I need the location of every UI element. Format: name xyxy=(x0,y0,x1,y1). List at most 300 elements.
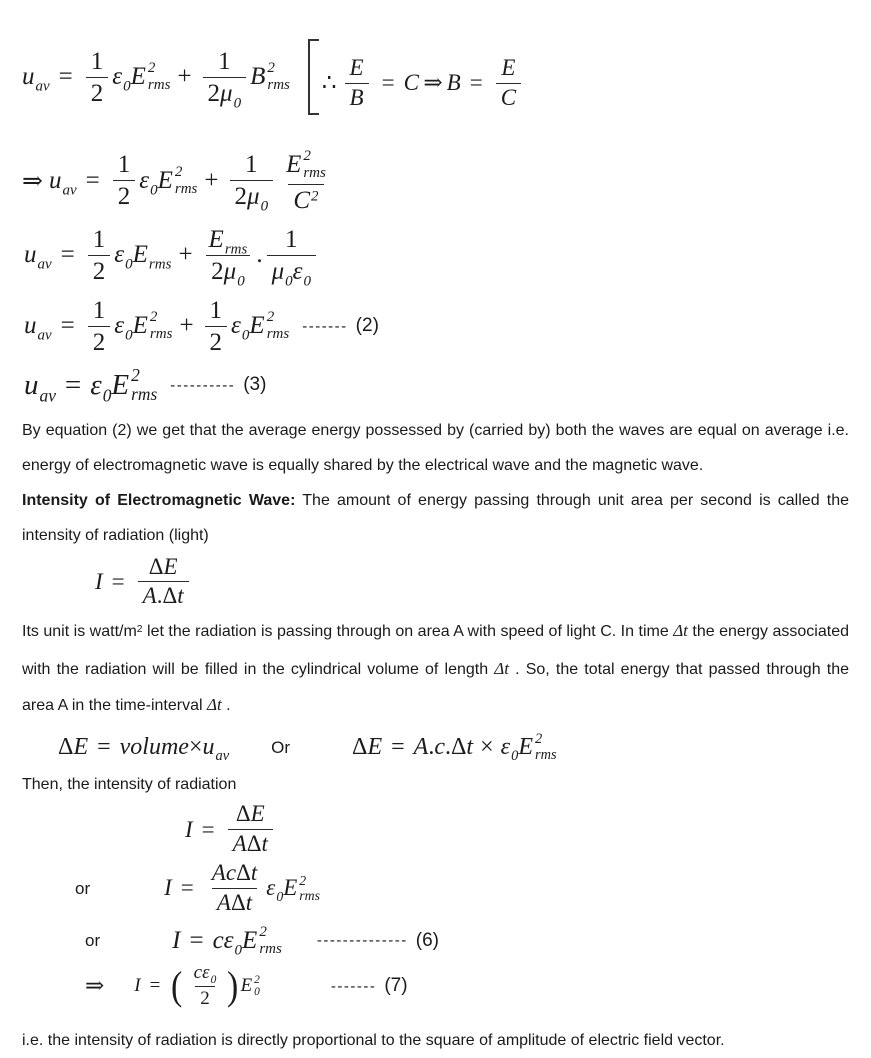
math-subscript: 0 xyxy=(241,327,250,344)
math-relation: = xyxy=(469,70,483,95)
math-fraction xyxy=(267,225,316,289)
fraction-numerator xyxy=(281,148,331,184)
math-base: ε xyxy=(223,926,234,954)
math-subscript: rms xyxy=(224,240,248,257)
math-variable: I xyxy=(172,926,181,954)
equation-block-2 xyxy=(24,297,849,356)
note-eq-B-equals-E-over-C xyxy=(423,56,525,111)
math-subscript: 0 xyxy=(125,256,133,273)
math-base: u xyxy=(22,63,35,90)
math-variable: E xyxy=(367,733,383,760)
math-subscripted xyxy=(90,368,112,405)
equation-uav-expanded xyxy=(24,225,320,289)
math-symbol: ⇒ xyxy=(423,70,443,95)
equation-deltaE-AcDt xyxy=(352,731,557,763)
fraction-numerator xyxy=(205,297,228,326)
equation-intensity-definition xyxy=(95,555,193,610)
math-variable: c xyxy=(434,733,445,760)
math-variable: E xyxy=(349,54,364,80)
math-variable: I xyxy=(185,816,193,842)
math-relation: = xyxy=(381,70,395,95)
fraction-numerator xyxy=(88,226,111,255)
math-symbol: 2 xyxy=(92,328,106,356)
math-variable: I xyxy=(134,975,141,997)
math-variable: C xyxy=(403,70,419,95)
math-subscript: 0 xyxy=(125,327,133,344)
math-base: ε xyxy=(139,166,150,194)
math-base: B xyxy=(250,63,266,90)
math-symbol: 1 xyxy=(209,296,223,324)
math-subscript: rms xyxy=(266,326,290,343)
math-subscript: av xyxy=(215,747,230,764)
math-superscript: 2 xyxy=(259,923,267,940)
math-supsub xyxy=(286,148,326,182)
math-subscript: rms xyxy=(267,77,290,93)
math-subscript: 0 xyxy=(210,974,217,987)
math-variable: c xyxy=(193,962,203,984)
math-relation: = xyxy=(391,733,405,760)
fraction-denominator xyxy=(228,829,273,857)
math-symbol: 1 xyxy=(285,225,298,253)
or-label-upper: Or xyxy=(271,737,290,757)
dash-leader: ------- xyxy=(330,977,377,995)
fraction-denominator xyxy=(88,255,111,285)
math-subscript: 0 xyxy=(511,747,519,764)
math-relation: = xyxy=(189,926,204,954)
math-superscript: 2 xyxy=(303,148,311,164)
math-superscript: 2 xyxy=(147,60,156,77)
math-variable: c xyxy=(212,926,224,954)
math-supsub xyxy=(131,60,171,94)
math-superscripted xyxy=(293,187,318,214)
math-supsub xyxy=(158,164,198,198)
fraction-numerator xyxy=(231,802,270,829)
math-subscripted xyxy=(22,63,50,95)
math-subscripted xyxy=(139,166,158,199)
supsub-stack xyxy=(148,60,171,94)
supsub-stack xyxy=(303,148,326,182)
math-subscripted xyxy=(114,312,133,344)
equation-uav-substituted xyxy=(22,148,335,214)
implies-label: ⇒ xyxy=(85,973,105,999)
math-subscript: 0 xyxy=(123,78,131,95)
dash-leader: ---------- xyxy=(170,376,236,394)
equation-number: (7) xyxy=(384,975,408,997)
math-fraction xyxy=(204,225,253,289)
math-symbol: Δ xyxy=(230,889,246,915)
math-subscripted xyxy=(220,79,242,111)
math-subscripted xyxy=(202,962,217,987)
math-symbol: 1 xyxy=(92,225,106,253)
equation-2 xyxy=(24,297,379,356)
math-relation: = xyxy=(60,312,75,340)
math-variable: I xyxy=(95,568,103,594)
fraction-denominator xyxy=(288,184,323,214)
math-variable: t xyxy=(250,860,258,886)
math-symbol: . xyxy=(428,733,435,760)
math-variable: t xyxy=(245,889,253,915)
fraction-denominator xyxy=(496,83,521,111)
fraction-numerator xyxy=(204,226,253,255)
math-fraction xyxy=(113,151,136,210)
math-superscript: 2 xyxy=(174,164,183,180)
or-label-1: or xyxy=(75,878,91,898)
math-base: u xyxy=(48,166,62,194)
math-symbol: Δ xyxy=(352,733,368,760)
supsub-stack xyxy=(267,60,290,94)
math-subscript: av xyxy=(62,182,77,199)
supsub-stack xyxy=(254,974,260,1000)
math-base: u xyxy=(202,733,215,760)
paragraph-intensity-definition xyxy=(22,483,849,553)
para2-delta-t-3: Δt xyxy=(206,695,222,715)
equation-uav-energy-density xyxy=(22,47,290,111)
math-base: ε xyxy=(114,241,125,269)
math-base: E xyxy=(283,875,298,901)
math-relation: = xyxy=(201,816,215,842)
math-symbol: 2 xyxy=(209,328,223,356)
supsub-stack xyxy=(535,731,557,763)
math-supsub xyxy=(283,873,320,904)
math-subscript: rms xyxy=(303,164,326,181)
math-subscripted xyxy=(231,312,250,344)
math-subscripted xyxy=(223,926,243,958)
fraction-numerator xyxy=(345,56,369,83)
dash-leader: -------------- xyxy=(316,932,408,950)
math-subscripted xyxy=(112,63,131,95)
final-conclusion-line: i.e. the intensity of radiation is directly proportional to the square of amplitude of electric field vector. xyxy=(22,1032,725,1050)
math-base: μ xyxy=(247,183,260,211)
math-operator: + xyxy=(179,312,194,340)
math-symbol: 2 xyxy=(90,79,104,107)
math-subscripted xyxy=(114,241,133,273)
fraction-denominator xyxy=(203,77,247,111)
right-paren-icon: ) xyxy=(227,963,239,1009)
math-relation: = xyxy=(180,875,194,901)
math-base: u xyxy=(24,368,39,401)
math-superscript: 2 xyxy=(311,188,319,205)
math-variable: t xyxy=(177,583,184,609)
math-subscripted xyxy=(500,733,519,764)
math-base: μ xyxy=(271,257,285,285)
math-subscripted xyxy=(132,241,172,273)
math-subscript: av xyxy=(37,256,52,273)
math-subscript: av xyxy=(35,78,50,95)
fraction-denominator xyxy=(195,986,215,1010)
math-subscript: rms xyxy=(299,888,320,904)
math-base: ε xyxy=(112,63,123,90)
math-subscript: rms xyxy=(148,256,172,273)
math-symbol: 2 xyxy=(200,987,210,1009)
fraction-numerator xyxy=(86,48,109,77)
math-base: E xyxy=(130,63,146,90)
math-superscript: 2 xyxy=(299,873,307,889)
math-relation: = xyxy=(60,241,75,269)
math-subscript: rms xyxy=(149,326,173,343)
math-symbol: ∴ xyxy=(321,70,337,95)
math-base: u xyxy=(24,241,37,269)
math-symbol: Δ xyxy=(162,583,178,609)
then-intensity-line: Then, the intensity of radiation xyxy=(22,776,237,794)
math-relation: = xyxy=(149,975,161,997)
math-variable: B xyxy=(349,84,364,110)
math-base: ε xyxy=(90,368,102,401)
math-symbol: 2 xyxy=(207,79,221,107)
math-base: E xyxy=(208,225,224,253)
fraction-denominator xyxy=(88,326,111,356)
math-variable: C xyxy=(500,84,517,110)
math-subscript: av xyxy=(37,327,52,344)
math-base: E xyxy=(518,733,533,760)
para2-seg2: let the radiation is passing through on area A with speed of light C. In time xyxy=(142,623,674,641)
supsub-stack xyxy=(299,873,320,904)
math-superscript: 2 xyxy=(254,973,260,986)
fraction-numerator xyxy=(280,226,303,255)
math-symbol: Δ xyxy=(235,801,251,827)
math-subscript: 0 xyxy=(233,94,242,111)
math-fraction xyxy=(88,297,111,356)
math-variable: I xyxy=(164,875,172,901)
math-subscript: rms xyxy=(259,940,282,957)
math-relation: = xyxy=(97,733,111,760)
math-subscript: 0 xyxy=(102,384,112,405)
math-symbol: 2 xyxy=(117,183,131,211)
note-eq-E-over-B-equals-C xyxy=(322,56,419,111)
math-operator: + xyxy=(177,63,192,90)
math-fraction xyxy=(230,151,274,215)
supsub-stack xyxy=(267,309,290,343)
left-paren-icon: ( xyxy=(171,963,183,1009)
equation-block-or-1 xyxy=(22,861,849,916)
supsub-stack xyxy=(175,164,198,198)
fraction-numerator xyxy=(144,555,183,582)
math-subscript: 0 xyxy=(260,198,269,215)
math-symbol: . xyxy=(156,583,163,609)
equation-block-I-repeat xyxy=(185,802,849,857)
para2-seg5: . xyxy=(221,697,231,715)
math-supsub xyxy=(242,924,282,958)
math-relation: = xyxy=(85,166,100,194)
math-relation: = xyxy=(64,368,82,401)
math-variable: B xyxy=(446,70,461,95)
intensity-heading: Intensity of Electromagnetic Wave: xyxy=(22,491,296,509)
math-subscript: av xyxy=(39,384,56,405)
math-base: E xyxy=(242,926,258,954)
math-fraction xyxy=(496,56,521,111)
equation-block-energy-density xyxy=(22,18,849,136)
fraction-numerator xyxy=(189,963,222,986)
math-subscripted xyxy=(266,875,284,905)
math-superscript: 2 xyxy=(131,364,140,385)
math-subscripted xyxy=(292,257,312,289)
math-fraction xyxy=(281,148,331,214)
math-subscripted xyxy=(271,257,293,289)
math-subscript: 0 xyxy=(234,941,243,958)
math-variable: E xyxy=(73,733,89,760)
math-base: u xyxy=(24,312,37,340)
equation-block-3 xyxy=(24,366,849,405)
math-base: ε xyxy=(292,257,303,285)
math-variable: A xyxy=(413,733,429,760)
math-base: ε xyxy=(266,875,276,901)
math-relation: = xyxy=(58,63,73,90)
math-subscripted xyxy=(48,166,77,199)
side-note-bracket xyxy=(308,39,525,116)
equation-7 xyxy=(134,963,407,1009)
intensity-heading-rest: The amount of energy passing through unit area per second is called the intensity of radiation (light) xyxy=(22,491,849,544)
math-subscripted xyxy=(24,241,52,273)
math-fraction xyxy=(207,861,262,916)
fraction-denominator xyxy=(230,180,274,215)
math-fraction xyxy=(228,802,273,857)
math-subscripted xyxy=(247,183,269,215)
math-base: ε xyxy=(231,312,241,340)
math-subscript: 0 xyxy=(237,272,245,289)
math-superscript: 2 xyxy=(534,731,543,748)
math-fraction xyxy=(205,297,228,356)
equation-block-6 xyxy=(22,924,849,958)
equation-block-uav-expanded xyxy=(24,225,849,289)
supsub-stack xyxy=(150,309,173,343)
math-variable: t xyxy=(466,733,474,760)
math-symbol: Δ xyxy=(148,553,164,579)
fraction-numerator xyxy=(496,56,520,83)
para2-seg4: . So, the total energy that passed through the area A in the time-interval xyxy=(22,661,849,715)
math-superscript: 2 xyxy=(149,309,158,326)
para2-superscript-2: 2 xyxy=(136,624,143,636)
math-symbol: × xyxy=(188,733,203,760)
math-subscript: 0 xyxy=(150,182,158,199)
math-symbol: . xyxy=(444,733,451,760)
math-variable: volume xyxy=(119,733,189,760)
math-base: ε xyxy=(114,312,125,340)
math-operator: + xyxy=(178,241,193,269)
math-variable: A xyxy=(211,860,226,886)
math-symbol: 1 xyxy=(90,47,104,75)
para2-delta-t-2: Δt xyxy=(494,659,509,679)
fraction-denominator xyxy=(86,77,109,107)
equation-number: (2) xyxy=(355,315,379,337)
math-variable: A xyxy=(142,583,157,609)
math-subscript: rms xyxy=(131,384,158,405)
math-subscript: 0 xyxy=(285,272,293,289)
math-base: E xyxy=(132,241,148,269)
math-symbol: 1 xyxy=(92,296,106,324)
math-subscripted xyxy=(202,733,230,764)
math-operator: × xyxy=(480,733,494,760)
para2-delta-t-1: Δt xyxy=(673,621,688,641)
math-supsub xyxy=(250,60,290,94)
math-symbol: ⇒ xyxy=(22,167,43,195)
math-subscript: rms xyxy=(147,77,171,93)
math-fraction xyxy=(189,963,222,1009)
math-fraction xyxy=(345,56,369,111)
fraction-denominator xyxy=(206,255,250,289)
math-supsub xyxy=(241,974,260,1000)
para2-seg1: Its unit is watt/m xyxy=(22,623,137,641)
math-symbol: 1 xyxy=(245,151,258,179)
fraction-numerator xyxy=(88,297,111,326)
math-base: ε xyxy=(500,733,511,760)
supsub-stack xyxy=(131,366,157,405)
fraction-numerator xyxy=(240,151,263,180)
math-subscript: rms xyxy=(534,747,557,764)
equation-block-7 xyxy=(22,963,849,1009)
fraction-denominator xyxy=(138,581,189,609)
math-variable: c xyxy=(225,860,237,886)
math-base: ε xyxy=(202,962,210,984)
math-base: μ xyxy=(223,257,237,285)
fraction-denominator xyxy=(205,326,228,356)
math-relation: = xyxy=(111,568,125,594)
math-symbol: 2 xyxy=(92,257,106,285)
paragraph-unit-watt xyxy=(22,613,849,723)
math-base: E xyxy=(286,151,302,179)
math-variable: t xyxy=(261,831,268,857)
equation-block-delta-E xyxy=(58,731,849,763)
math-subscript: rms xyxy=(174,180,198,197)
supsub-stack xyxy=(259,924,282,958)
math-subscripted xyxy=(24,368,56,405)
math-variable: A xyxy=(216,889,231,915)
fraction-denominator xyxy=(113,180,136,210)
math-base: C xyxy=(293,186,311,214)
math-operator: + xyxy=(204,166,219,194)
equation-number: (6) xyxy=(415,929,439,951)
math-variable: E xyxy=(501,54,516,80)
math-base: μ xyxy=(220,79,233,107)
math-fraction xyxy=(203,47,247,111)
math-supsub xyxy=(111,366,157,405)
math-fraction xyxy=(138,555,189,610)
fraction-numerator xyxy=(207,861,262,888)
math-symbol: 2 xyxy=(234,183,247,211)
math-supsub xyxy=(249,309,289,343)
equation-block-intensity-def xyxy=(95,555,849,610)
math-subscript: 0 xyxy=(254,986,260,999)
math-superscript: 2 xyxy=(267,60,275,77)
math-symbol: Δ xyxy=(58,733,74,760)
equation-intensity-repeat xyxy=(185,802,277,857)
equation-deltaE-volume xyxy=(58,733,230,764)
equation-intensity-AcDt xyxy=(164,861,320,916)
equation-block-uav-substituted xyxy=(22,148,849,214)
math-subscripted xyxy=(24,312,52,344)
math-base: E xyxy=(240,975,253,997)
fraction-denominator xyxy=(212,888,257,916)
math-fraction xyxy=(88,226,111,285)
dash-leader: ------- xyxy=(302,317,348,335)
or-label-2: or xyxy=(85,931,101,951)
math-subscripted xyxy=(208,225,248,257)
math-symbol: 2 xyxy=(211,257,224,285)
fraction-numerator xyxy=(113,151,136,180)
math-supsub xyxy=(518,731,556,763)
fraction-denominator xyxy=(345,83,369,111)
math-symbol: 1 xyxy=(218,47,231,75)
fraction-numerator xyxy=(213,48,236,77)
math-symbol: . xyxy=(256,241,263,269)
equation-number: (3) xyxy=(243,374,267,396)
paragraph-equation2-conclusion: By equation (2) we get that the average energy possessed by (carried by) both the waves are equal on average i.e. energy of electromagnetic wave is equally shared by the electrical wave and the magnetic wave. xyxy=(22,421,849,474)
math-base: E xyxy=(157,166,173,194)
math-base: E xyxy=(111,368,130,401)
fraction-denominator xyxy=(267,255,316,289)
equation-3 xyxy=(24,366,266,405)
math-symbol: Δ xyxy=(236,860,251,886)
math-base: E xyxy=(132,312,148,340)
math-base: E xyxy=(249,312,265,340)
